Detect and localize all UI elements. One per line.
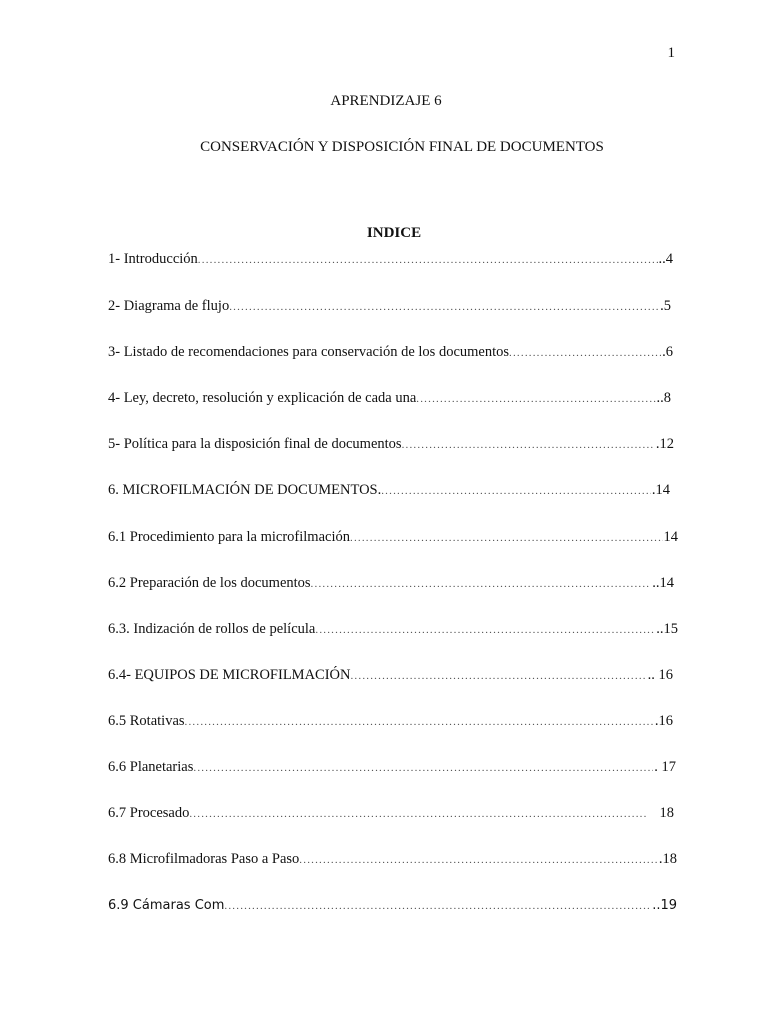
toc-leader-dots (350, 670, 646, 682)
toc-entry-page: .. 16 (647, 667, 673, 683)
toc-entry-label: 6.8 Microfilmadoras Paso a Paso (108, 851, 300, 867)
toc-entry-label: 4- Ley, decreto, resolución y explicación de cada una (108, 390, 417, 406)
toc-entry-page: .18 (658, 851, 677, 867)
toc-leader-dots (416, 393, 655, 405)
toc-entry-label: 1- Introducción (108, 251, 198, 267)
document-subtitle: CONSERVACIÓN Y DISPOSICIÓN FINAL DE DOCUMENTOS (200, 139, 604, 155)
toc-leader-dots (229, 301, 659, 313)
toc-entry-label: 6.9 Cámaras Com (108, 898, 225, 913)
toc-entry-label: 6.3. Indización de rollos de película (108, 621, 316, 637)
toc-leader-dots (198, 254, 658, 266)
toc-leader-dots (350, 532, 663, 544)
toc-entry-page: .5 (660, 298, 671, 314)
toc-entry-label: 2- Diagrama de flujo (108, 298, 230, 314)
toc-entry (108, 529, 678, 549)
toc-entry-label: 5- Política para la disposición final de documentos (108, 436, 402, 452)
toc-leader-dots (193, 762, 653, 774)
toc-entry (108, 713, 673, 733)
toc-leader-dots (185, 716, 654, 728)
toc-leader-dots (189, 808, 646, 820)
toc-leader-dots (315, 624, 655, 636)
toc-entry-label: 6.4- EQUIPOS DE MICROFILMACIÓN (108, 667, 351, 683)
toc-entry (108, 621, 678, 641)
toc-entry-page: ..8 (656, 390, 671, 406)
toc-entry-page: ..4 (658, 251, 673, 267)
toc-entry-label: 6.2 Preparación de los documentos (108, 575, 311, 591)
toc-entry (108, 344, 673, 364)
toc-leader-dots (311, 578, 652, 590)
toc-leader-dots (381, 485, 651, 497)
toc-leader-dots (402, 439, 655, 451)
toc-entry-page: .16 (654, 713, 673, 729)
toc-entry (108, 298, 671, 318)
index-heading: INDICE (366, 225, 422, 241)
toc-entry-page: 14 (663, 529, 678, 545)
toc-entry (108, 575, 674, 595)
toc-entry (108, 667, 673, 687)
page-number: 1 (667, 45, 675, 61)
toc-entry-page: . 17 (654, 759, 676, 775)
toc-entry-page: 18 (659, 805, 674, 821)
toc-entry-label: 6. MICROFILMACIÓN DE DOCUMENTOS. (108, 482, 382, 498)
toc-entry-label: 6.5 Rotativas (108, 713, 185, 729)
toc-entry-page: .6 (662, 344, 673, 360)
toc-leader-dots (299, 854, 658, 866)
document-title: APRENDIZAJE 6 (330, 93, 442, 109)
toc-leader-dots (224, 900, 651, 912)
toc-entry (108, 759, 676, 779)
toc-entry (108, 436, 674, 456)
toc-entry-label: 6.1 Procedimiento para la microfilmación (108, 529, 350, 545)
toc-entry (108, 851, 677, 871)
toc-entry-page: ..15 (656, 621, 678, 637)
toc-entry (108, 251, 673, 271)
toc-leader-dots (509, 347, 661, 359)
toc-entry (108, 898, 677, 918)
toc-entry (108, 805, 674, 825)
toc-entry-page: .12 (655, 436, 674, 452)
toc-entry-label: 3- Listado de recomendaciones para conservación de los documentos (108, 344, 510, 360)
toc-entry-page: ..19 (652, 898, 677, 913)
toc-entry-label: 6.6 Planetarias (108, 759, 194, 775)
toc-entry (108, 390, 671, 410)
toc-entry-page: .14 (651, 482, 670, 498)
toc-entry (108, 482, 670, 502)
toc-entry-label: 6.7 Procesado (108, 805, 190, 821)
toc-entry-page: ..14 (652, 575, 674, 591)
